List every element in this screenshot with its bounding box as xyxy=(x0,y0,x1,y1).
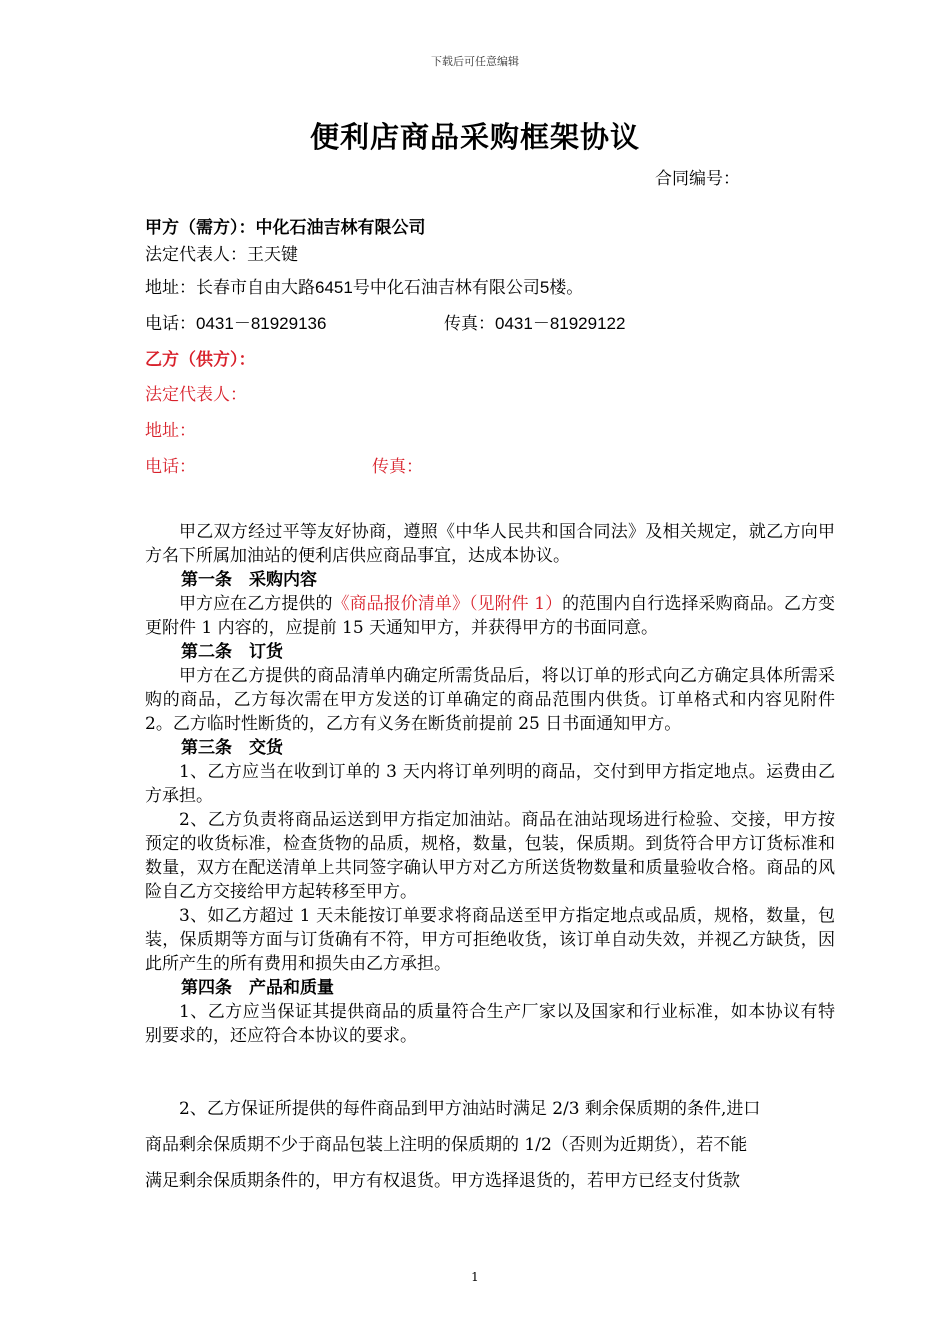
article-1-heading: 第一条 采购内容 xyxy=(181,570,317,590)
article-3-heading: 第三条 交货 xyxy=(181,738,283,758)
article-1-text-start: 甲方应在乙方提供的 xyxy=(179,594,333,614)
party-b-phone: 电话： xyxy=(145,457,196,477)
party-b-address: 地址： xyxy=(145,421,196,441)
article-4-item-1: 1、乙方应当保证其提供商品的质量符合生产厂家以及国家和行业标准，如本协议有特别要求的，还应符合本协议的要求。 xyxy=(145,1002,835,1046)
article-4-item-2-line-1: 2、乙方保证所提供的每件商品到甲方油站时满足 2/3 剩余保质期的条件,进口 xyxy=(179,1099,761,1119)
party-a-fax xyxy=(444,309,625,334)
page-number: 1 xyxy=(471,1270,479,1284)
address-floor: 5 xyxy=(539,278,550,297)
party-b-fax: 传真： xyxy=(372,457,423,477)
party-b-name: 乙方（供方）： xyxy=(145,350,256,370)
party-a-phone xyxy=(145,309,326,334)
party-a-address xyxy=(145,273,583,298)
address-prefix: 地址：长春市自由大路 xyxy=(145,278,315,298)
address-suffix: 楼。 xyxy=(549,278,584,298)
fax-label: 传真： xyxy=(444,314,495,334)
article-4-item-2-line-2: 商品剩余保质期不少于商品包装上注明的保质期的 1/2（否则为近期货），若不能 xyxy=(145,1135,748,1155)
article-1-text-end: 的范围内自行选择采购商品。乙方变更附件 1 内容的，应提前 15 天通知甲方，并获得甲方的书面同意。 xyxy=(145,594,835,638)
contract-body xyxy=(145,520,835,1048)
phone-label: 电话： xyxy=(145,314,196,334)
article-1-paragraph xyxy=(145,592,835,640)
article-4-heading: 第四条 产品和质量 xyxy=(181,978,334,998)
contract-number-label: 合同编号： xyxy=(655,169,740,189)
article-3-item-3: 3、如乙方超过 1 天未能按订单要求将商品送至甲方指定地点或品质，规格，数量，包装，保质期等方面与订货确有不符，甲方可拒绝收货，该订单自动失效，并视乙方缺货，因此所产生的所有费用和损失由乙方承担。 xyxy=(145,906,835,974)
header-note: 下载后可任意编辑 xyxy=(431,55,519,68)
article-2-paragraph: 甲方在乙方提供的商品清单内确定所需货品后，将以订单的形式向乙方确定具体所需采购的商品，乙方每次需在甲方发送的订单确定的商品范围内供货。订单格式和内容见附件 2。乙方临时性断货的，乙方有义务在断货前提前 25 日书面通知甲方。 xyxy=(145,666,835,734)
article-3-item-1: 1、乙方应当在收到订单的 3 天内将订单列明的商品，交付到甲方指定地点。运费由乙方承担。 xyxy=(145,762,835,806)
article-3-item-2: 2、乙方负责将商品运送到甲方指定加油站。商品在油站现场进行检验、交接，甲方按预定的收货标准，检查货物的品质，规格，数量，包装，保质期。到货符合甲方订货标准和数量，双方在配送清单上共同签字确认甲方对乙方所送货物数量和质量验收合格。商品的风险自乙方交接给甲方起转移至甲方。 xyxy=(145,810,835,902)
party-b-representative: 法定代表人： xyxy=(145,385,247,405)
address-middle: 号中化石油吉林有限公司 xyxy=(352,278,540,298)
article-4-item-2-line-3: 满足剩余保质期条件的，甲方有权退货。甲方选择退货的，若甲方已经支付货款 xyxy=(145,1171,740,1191)
phone-value: 0431－81929136 xyxy=(196,314,327,333)
party-a-name: 甲方（需方）：中化石油吉林有限公司 xyxy=(145,218,426,238)
party-a-representative: 法定代表人：王天键 xyxy=(145,245,298,265)
document-title: 便利店商品采购框架协议 xyxy=(309,120,640,154)
article-2-heading: 第二条 订货 xyxy=(181,642,283,662)
fax-value: 0431－81929122 xyxy=(495,314,626,333)
address-number: 6451 xyxy=(315,278,353,297)
price-list-reference: 《商品报价清单》（见附件 1） xyxy=(332,594,563,614)
intro-paragraph: 甲乙双方经过平等友好协商，遵照《中华人民共和国合同法》及相关规定，就乙方向甲方名下所属加油站的便利店供应商品事宜，达成本协议。 xyxy=(145,522,835,566)
